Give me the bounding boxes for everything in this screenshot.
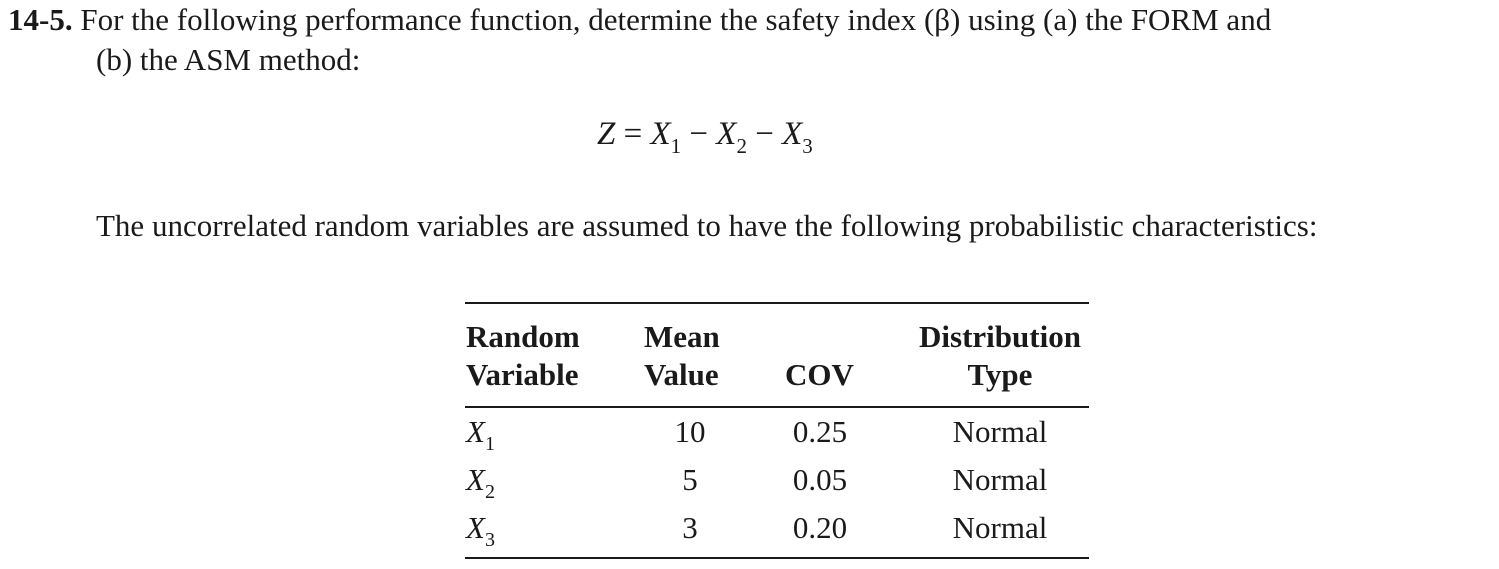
eq-var-3: X (782, 116, 803, 152)
table-row-2-cov: 0.05 (792, 462, 848, 497)
header-mean-value-line1: Mean (644, 319, 720, 354)
problem-statement-line2: (b) the ASM method: (96, 42, 361, 77)
row1-sub: 1 (484, 433, 495, 455)
eq-var-1: X (650, 116, 671, 152)
table-row-3-variable (466, 509, 495, 551)
table-row-2-distribution: Normal (952, 462, 1048, 497)
row2-sub: 2 (484, 481, 495, 503)
eq-minus-1: − (681, 116, 717, 152)
header-distribution-type-line2: Type (967, 357, 1033, 392)
table-row-3-mean: 3 (682, 510, 698, 545)
row3-var: X (466, 510, 485, 545)
row2-var: X (466, 462, 485, 497)
eq-sub-3: 3 (802, 134, 813, 158)
table-row-1-distribution: Normal (952, 414, 1048, 449)
eq-sub-1: 1 (670, 134, 682, 158)
eq-var-2: X (716, 116, 737, 152)
problem-statement-line1 (8, 0, 1271, 40)
header-mean-value-line2: Value (644, 357, 719, 392)
eq-lhs: Z (597, 116, 616, 152)
table-row-1-variable (466, 413, 495, 455)
row3-sub: 3 (484, 529, 495, 551)
header-random-variable-line2: Variable (466, 357, 579, 392)
table-row-3-cov: 0.20 (792, 510, 848, 545)
table-top-rule (465, 302, 1089, 304)
header-distribution-type-line1: Distribution (919, 319, 1081, 354)
table-header-rule (465, 406, 1089, 408)
table-row-1-mean: 10 (674, 414, 706, 449)
table-row-3-distribution: Normal (952, 510, 1048, 545)
header-cov: COV (785, 357, 854, 392)
eq-minus-2: − (746, 116, 783, 152)
performance-function-equation (597, 112, 813, 156)
table-row-2-variable (466, 461, 495, 503)
intro-sentence: The uncorrelated random variables are assumed to have the following probabilistic characteristics: (96, 208, 1318, 243)
eq-equals: = (615, 116, 651, 152)
table-row-2-mean: 5 (682, 462, 698, 497)
eq-sub-2: 2 (736, 134, 747, 158)
row1-var: X (466, 414, 485, 449)
problem-number: 14-5. (8, 2, 73, 37)
header-random-variable-line1: Random (466, 319, 580, 354)
table-row-1-cov: 0.25 (792, 414, 848, 449)
problem-text: For the following performance function, determine the safety index (β) using (a) the FORM and (80, 2, 1272, 37)
table-bottom-rule (465, 557, 1089, 559)
